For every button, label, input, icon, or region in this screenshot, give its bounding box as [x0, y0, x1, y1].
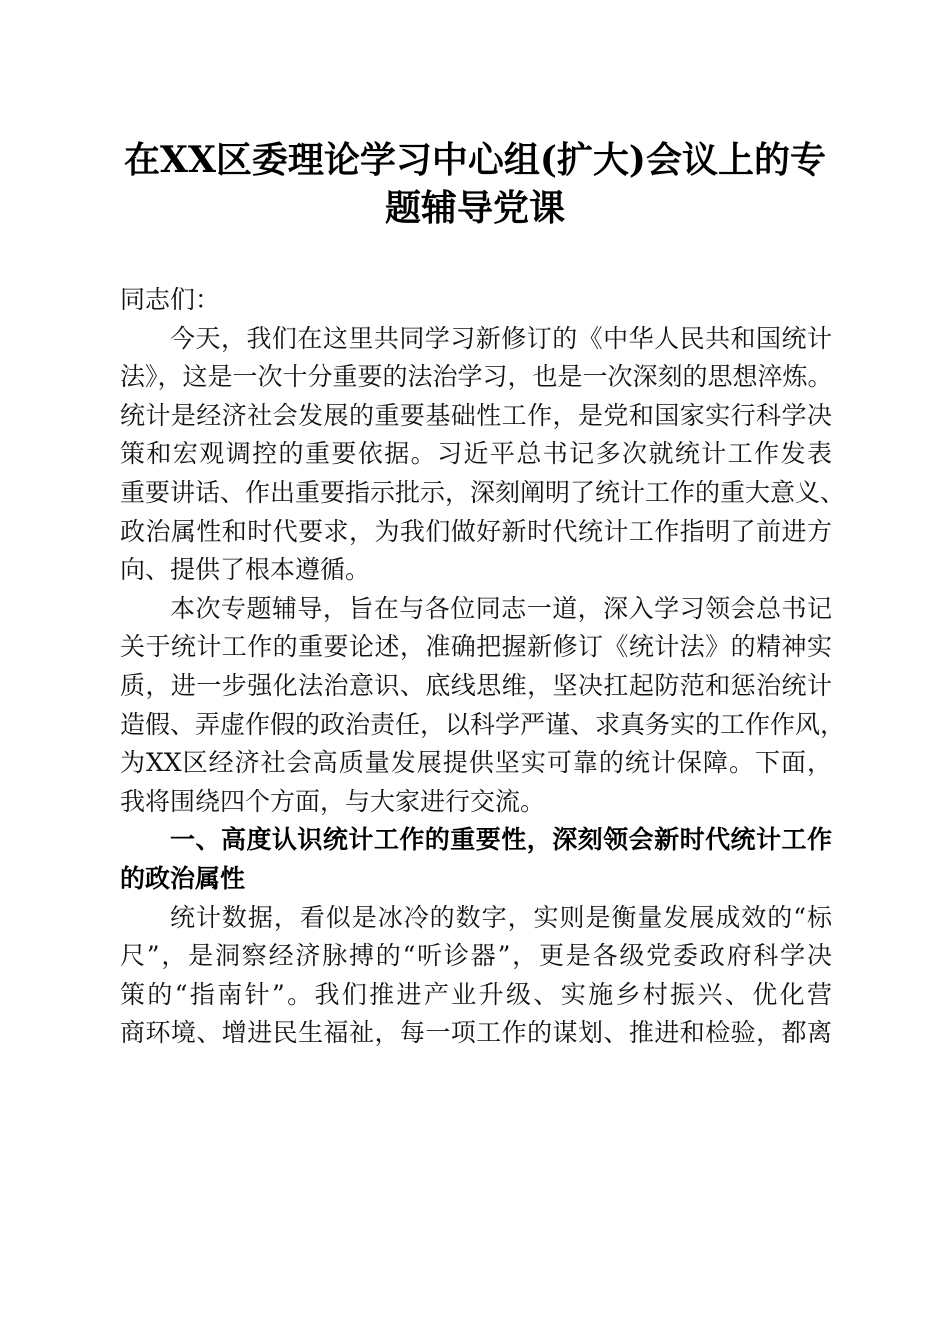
paragraph-line: 关于统计工作的重要论述，准确把握新修订《统计法》的精神实: [120, 632, 832, 662]
paragraph-3: [120, 899, 832, 1053]
paragraph-line: 策的“指南针”。我们推进产业升级、实施乡村振兴、优化营: [120, 979, 832, 1009]
document-title: [100, 136, 850, 232]
paragraph-line: 本次专题辅导，旨在与各位同志一道，深入学习领会总书记: [170, 593, 832, 623]
paragraph-line: 我将围绕四个方面，与大家进行交流。: [120, 786, 546, 816]
title-line: 在XX区委理论学习中心组(扩大)会议上的专: [124, 139, 826, 181]
paragraph-line: 造假、弄虚作假的政治责任，以科学严谨、求真务实的工作作风，: [120, 709, 846, 739]
paragraph-line: 尺”，是洞察经济脉搏的“听诊器”，更是各级党委政府科学决: [120, 941, 832, 971]
paragraph-line: 法》，这是一次十分重要的法治学习，也是一次深刻的思想淬炼。: [120, 362, 833, 392]
section-heading-1: [120, 821, 832, 898]
paragraph-line: 质，进一步强化法治意识、底线思维，坚决扛起防范和惩治统计: [120, 670, 832, 700]
paragraph-1: [120, 320, 846, 590]
paragraph-line: 商环境、增进民生福祉，每一项工作的谋划、推进和检验，都离: [120, 1018, 832, 1048]
paragraph-line: 统计是经济社会发展的重要基础性工作，是党和国家实行科学决: [120, 400, 832, 430]
paragraph-line: 为XX区经济社会高质量发展提供坚实可靠的统计保障。下面，: [120, 748, 832, 778]
document-body: [120, 281, 846, 1053]
salutation: 同志们：: [120, 285, 221, 314]
title-line: 题辅导党课: [384, 187, 565, 229]
paragraph-line: 政治属性和时代要求，为我们做好新时代统计工作指明了前进方: [120, 516, 832, 546]
heading-line: 一、高度认识统计工作的重要性，深刻领会新时代统计工作: [170, 825, 832, 855]
paragraph-line: 向、提供了根本遵循。: [120, 555, 371, 585]
paragraph-2: [120, 590, 846, 822]
paragraph-line: 策和宏观调控的重要依据。习近平总书记多次就统计工作发表: [120, 439, 832, 469]
paragraph-line: 统计数据，看似是冰冷的数字，实则是衡量发展成效的“标: [170, 902, 832, 932]
paragraph-line: 重要讲话、作出重要指示批示，深刻阐明了统计工作的重大意义、: [120, 477, 846, 507]
heading-line: 的政治属性: [120, 863, 246, 893]
paragraph-line: 今天，我们在这里共同学习新修订的《中华人民共和国统计: [170, 323, 832, 353]
